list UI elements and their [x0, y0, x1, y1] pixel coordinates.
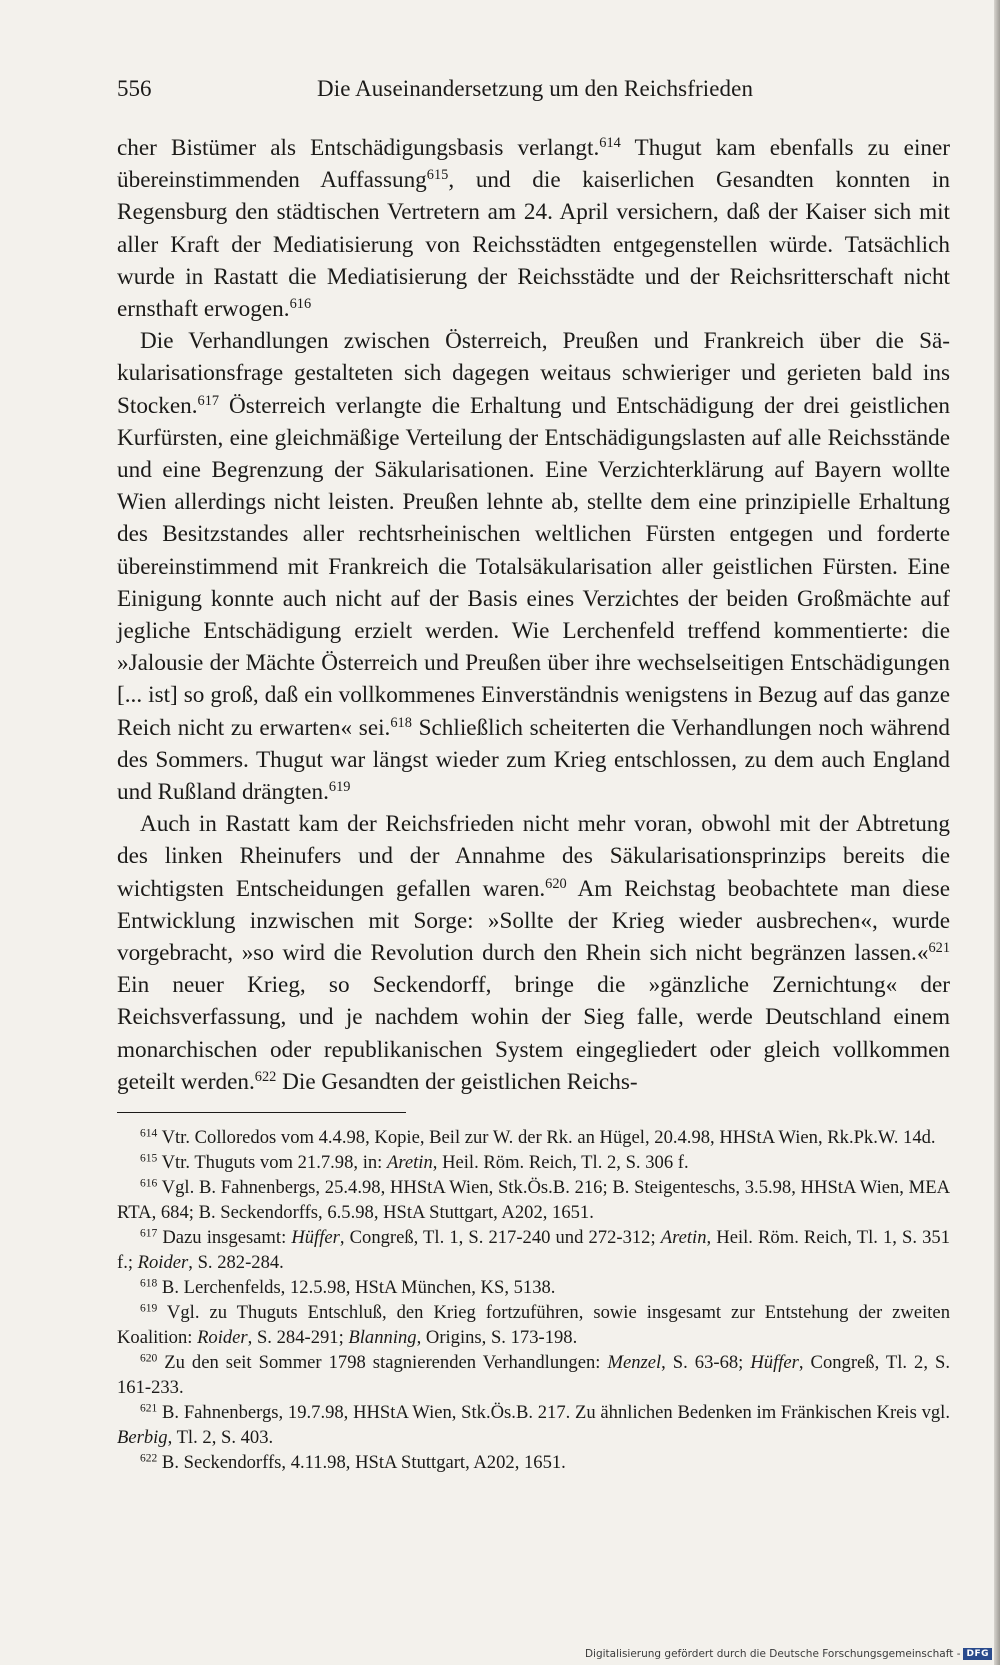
text-run: , S. 63-68; — [661, 1352, 751, 1374]
footnote — [117, 1150, 950, 1175]
text-run: Die Verhandlungen zwischen Österreich, Preußen und Frankreich über die Säkularisationsfrage gestalteten sich dagegen weitaus schwieriger und gerieten bald ins Stocken. — [117, 328, 950, 419]
footnote-ref: 621 — [140, 1402, 158, 1415]
footnote-ref: 615 — [426, 167, 449, 184]
author-name: Roider — [197, 1327, 248, 1349]
text-run: , Congreß, Tl. 2, S. 161-233. — [117, 1352, 950, 1399]
digitization-credit — [585, 1648, 992, 1660]
footnotes — [117, 1125, 950, 1475]
footnote-ref: 618 — [140, 1277, 158, 1290]
author-name: Berbig — [117, 1427, 168, 1449]
text-run: B. Lerchenfelds, 12.5.98, HStA München, KS, 5138. — [157, 1277, 556, 1299]
footnote-ref: 616 — [289, 296, 312, 313]
text-run: Österreich verlangte die Erhaltung und Entschädigung der drei geistlichen Kurfürsten, eine gleichmäßige Verteilung der Entschädigungslasten auf alle Reichsstände und eine Begrenzung der Säkularisationen. Eine Verzichterklärung auf Bayern wollte Wien allerdings nicht leisten. Preußen lehnte ab, stellte dem eine prinzipielle Erhaltung des Besitzstandes aller rechtsrheinischen weltlichen Fürsten entgegen und forderte übereinstimmend mit Frankreich die Totalsäkularisation aller geistlichen Fürsten. Eine Einigung konnte auch nicht auf der Basis eines Verzichtes der beiden Großmächte auf jegliche Entschädigung erzielt werden. Wie Lerchenfeld treffend kommentierte: die »Jalousie der Mächte Österreich und Preußen über ihre wechselseitigen Entschädigungen [... ist] so groß, daß ein vollkommenes Einverständnis wenigstens in Bezug auf das ganze Reich nicht zu erwarten« sei. — [117, 392, 950, 741]
footnote-separator — [117, 1112, 406, 1113]
footnote-ref: 619 — [328, 779, 351, 796]
running-title: Die Auseinandersetzung um den Reichsfrieden — [317, 76, 754, 101]
text-run: cher Bistümer als Entschädigungsbasis verlangt. — [117, 135, 600, 161]
text-run: , und die kaiserlichen Gesandten konnten in Regensburg den städtischen Vertretern am 24. April versichern, daß der Kaiser sich mit aller Kraft der Mediatisierung von Reichsstädten entgegenstellen würde. Tatsächlich wurde in Rastatt die Mediatisierung der Reichsstädte und der Reichsritterschaft nicht ernsthaft erwogen. — [117, 167, 950, 323]
text-run: Die Gesandten der geistlichen Reichs- — [276, 1068, 638, 1095]
author-name: Aretin — [386, 1152, 433, 1174]
text-run: Schließlich scheiterten die Verhandlungen noch während des Sommers. Thugut war längst wieder zum Krieg entschlossen, zu dem auch England und Rußland drängten. — [117, 714, 950, 806]
page-number: 556 — [117, 76, 152, 101]
footnote-ref: 620 — [545, 875, 567, 892]
text-run: , Tl. 2, S. 403. — [167, 1427, 274, 1449]
footnote-ref: 617 — [140, 1227, 158, 1240]
text-run: Ein neuer Krieg, so Seckendorff, bringe die »gänzliche Zernichtung« der Reichsverfassung, und je nachdem wohin der Sieg falle, werde Deutschland einem monarchischen oder republikanischen System eingegliedert oder gleich vollkommen geteilt werden. — [117, 972, 950, 1095]
text-run: Vgl. zu Thuguts Entschluß, den Krieg fortzuführen, sowie insgesamt zur Entstehung der zweiten Koalition: — [117, 1302, 950, 1349]
paragraph — [117, 132, 950, 325]
author-name: Menzel — [607, 1352, 662, 1374]
running-header — [117, 70, 950, 110]
footnote — [117, 1225, 950, 1275]
footnote-ref: 616 — [140, 1177, 158, 1190]
digitization-credit-text: Digitalisierung gefördert durch die Deutsche Forschungsgemeinschaft - — [584, 1648, 961, 1660]
footnote-ref: 622 — [254, 1068, 277, 1085]
author-name: Hüffer — [750, 1352, 799, 1374]
text-run: Am Reichstag beobachtete man diese Entwicklung inzwischen mit Sorge: »Sollte der Krieg wieder ausbrechen«, wurde vorgebracht, »so wird die Revolution durch den Rhein sich nicht begränzen lassen.« — [117, 875, 950, 967]
text-run: Vtr. Thuguts vom 21.7.98, in: — [157, 1152, 387, 1174]
footnote — [117, 1275, 950, 1300]
author-name: Hüffer — [291, 1227, 340, 1249]
footnote-ref: 615 — [140, 1152, 158, 1165]
dfg-logo: DFG — [963, 1648, 992, 1660]
text-run: , Heil. Röm. Reich, Tl. 2, S. 306 f. — [432, 1152, 689, 1174]
footnote-ref: 622 — [140, 1452, 158, 1465]
text-run: , Heil. Röm. Reich, Tl. 1, S. 351 f.; — [117, 1227, 950, 1274]
footnote-ref: 614 — [599, 135, 621, 152]
author-name: Roider — [137, 1252, 189, 1274]
text-run: Dazu insgesamt: — [157, 1227, 292, 1249]
footnote-ref: 619 — [140, 1302, 158, 1315]
text-run: Vtr. Colloredos vom 4.4.98, Kopie, Beil zur W. der Rk. an Hügel, 20.4.98, HHStA Wien, Rk.Pk.W. 14d. — [157, 1127, 936, 1149]
text-run: , S. 284-291; — [247, 1327, 349, 1349]
footnote — [117, 1350, 950, 1400]
text-run: B. Fahnenbergs, 19.7.98, HHStA Wien, Stk.Ös.B. 217. Zu ähnlichen Bedenken im Fränkischen Kreis vgl. — [157, 1402, 950, 1424]
text-run: , Congreß, Tl. 1, S. 217-240 und 272-312; — [339, 1227, 661, 1249]
text-run: , S. 282-284. — [188, 1252, 284, 1274]
text-run: Vgl. B. Fahnenbergs, 25.4.98, HHStA Wien, Stk.Ös.B. 216; B. Steigenteschs, 3.5.98, HHStA Wien, MEA RTA, 684; B. Seckendorffs, 6.5.98, HStA Stuttgart, A202, 1651. — [117, 1177, 950, 1224]
footnote-ref: 614 — [140, 1127, 158, 1140]
paragraph — [117, 808, 950, 1098]
author-name: Blanning — [348, 1327, 417, 1349]
paragraph — [117, 325, 950, 808]
book-page — [117, 70, 950, 1475]
text-run: Thugut kam ebenfalls zu einer übereinstimmenden Auffassung — [117, 135, 950, 194]
text-run: Zu den seit Sommer 1798 stagnierenden Verhandlungen: — [157, 1352, 608, 1374]
footnote-ref: 618 — [390, 714, 412, 731]
main-text — [117, 132, 950, 1098]
author-name: Aretin — [660, 1227, 707, 1249]
footnote-ref: 617 — [197, 392, 220, 409]
footnote — [117, 1400, 950, 1450]
footnote — [117, 1450, 950, 1475]
footnote-ref: 621 — [928, 940, 950, 957]
footnote — [117, 1300, 950, 1350]
footnote-ref: 620 — [140, 1352, 158, 1365]
footnote — [117, 1125, 950, 1150]
text-run: Auch in Rastatt kam der Reichsfrieden nicht mehr voran, obwohl mit der Abtretung des linken Rheinufers und der Annahme des Säkularisationsprinzips bereits die wichtigsten Entscheidungen gefallen waren. — [117, 811, 950, 902]
text-run: B. Seckendorffs, 4.11.98, HStA Stuttgart, A202, 1651. — [157, 1452, 566, 1474]
page-edge-shadow — [994, 0, 1000, 1665]
text-run: , Origins, S. 173-198. — [416, 1327, 578, 1349]
footnote — [117, 1175, 950, 1225]
